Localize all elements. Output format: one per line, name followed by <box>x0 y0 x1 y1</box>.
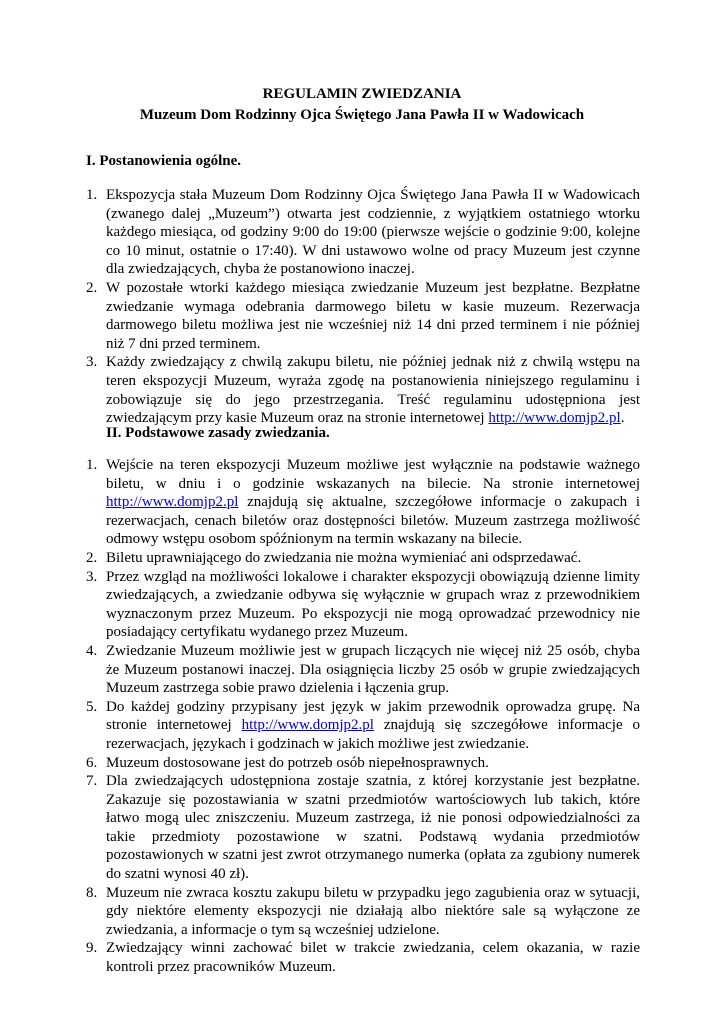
item-number: 1. <box>86 187 98 203</box>
item-text: Zwiedzanie Muzeum możliwie jest w grupach liczących nie więcej niż 25 osób, chyba że Muzeum postanowi inaczej. Dla osiągnięcia liczby 25 osób w grupie zwiedzających Muzeum zastrzega sobie prawo dzielenia i łączenia grup. <box>106 642 640 697</box>
item-number: 3. <box>86 568 98 585</box>
item-text: Dla zwiedzających udostępniona zostaje szatnia, z której korzystanie jest bezpłatne. Zakazuje się pozostawiania w szatni przedmiotów wartościowych lub takich, które łatwo mogą ulec zniszczeniu. Muzeum zastrzega, iż nie ponosi odpowiedzialności za takie przedmioty pozostawione w szatni. Podstawą wydania przedmiotów pozostawionych w szatni jest zwrot otrzymanego numerka (opłata za zgubiony numerek do szatni wynosi 40 zł). <box>106 773 640 883</box>
section-2-heading: II. Podstawowe zasady zwiedzania. <box>106 425 330 441</box>
item-text: Muzeum dostosowane jest do potrzeb osób niepełnosprawnych. <box>106 754 489 771</box>
item-text: Muzeum nie zwraca kosztu zakupu biletu w przypadku jego zagubienia oraz w sytuacji, gdy niektóre elementy ekspozycji nie działają albo niektóre sale są wyłączone ze zwiedzania, a informacje o tym są wcześniej udzielone. <box>106 884 640 938</box>
item-number: 3. <box>86 354 98 371</box>
list-item <box>86 353 640 427</box>
item-text: Wejście na teren ekspozycji Muzeum możliwe jest wyłącznie na podstawie ważnego biletu, w dniu i o godzinie wskazanych na bilecie. Na stronie internetowej <box>106 457 640 492</box>
item-number: 8. <box>86 884 98 901</box>
title-line-1: REGULAMIN ZWIEDZANIA <box>262 86 462 102</box>
item-number: 7. <box>86 773 98 790</box>
item-number: 1. <box>86 457 98 473</box>
title-line-2: Muzeum Dom Rodzinny Ojca Świętego Jana Pawła II w Wadowicach <box>139 107 585 123</box>
list-item <box>86 186 640 279</box>
list-item <box>86 698 641 754</box>
document-title <box>0 84 724 126</box>
item-text: Ekspozycja stała Muzeum Dom Rodzinny Ojca Świętego Jana Pawła II w Wadowicach (zwanego dalej „Muzeum”) otwarta jest codziennie, z wyjątkiem ostatniego wtorku każdego miesiąca, od godziny 9:00 do 19:00 (pierwsze wejście o godzinie 9:00, kolejne co 10 minut, ostatnie o 17:40). W dni ustawowo wolne od pracy Muzeum jest czynne dla zwiedzających, chyba że postanowiono inaczej. <box>106 187 640 278</box>
item-text: W pozostałe wtorki każdego miesiąca zwiedzanie Muzeum jest bezpłatne. Bezpłatne zwiedzanie wymaga odebrania darmowego biletu w kasie muzeum. Rezerwacja darmowego biletu możliwa jest nie wcześniej niż 14 dni przed terminem i nie później niż 7 dni przed terminem. <box>106 279 640 352</box>
website-link[interactable]: http://www.domjp2.pl <box>106 494 239 511</box>
item-text: Biletu uprawniającego do zwiedzania nie można wymieniać ani odsprzedawać. <box>106 549 582 566</box>
list-item <box>86 754 640 773</box>
item-number: 9. <box>86 940 98 957</box>
list-item <box>86 568 640 642</box>
item-number: 6. <box>86 754 98 771</box>
item-text: Zwiedzający winni zachować bilet w trakcie zwiedzania, celem okazania, w razie kontroli przez pracowników Muzeum. <box>106 940 640 976</box>
list-item <box>86 549 640 568</box>
item-number: 4. <box>86 642 98 659</box>
list-item <box>86 772 640 884</box>
section-2-list <box>86 456 641 977</box>
section-1-heading: I. Postanowienia ogólne. <box>86 153 242 169</box>
item-number: 2. <box>86 279 98 296</box>
item-number: 5. <box>86 698 98 715</box>
list-item <box>86 884 640 940</box>
item-text: Do każdej godziny przypisany jest język w jakim przewodnik oprowadza grupę. Na stronie internetowej <box>106 698 640 734</box>
list-item <box>86 642 640 698</box>
list-item <box>86 279 640 353</box>
item-number: 2. <box>86 549 98 566</box>
list-item <box>86 939 640 976</box>
section-1-list <box>86 186 640 428</box>
item-text-cont: znajdują się szczegółowe informacje o rezerwacjach, językach i godzinach w jakich możliwe jest zwiedzanie. <box>106 717 641 752</box>
item-text-end: . <box>620 410 625 427</box>
item-text: Przez wzgląd na możliwości lokalowe i charakter ekspozycji obowiązują dzienne limity zwiedzających, a zwiedzanie odbywa się wyłącznie w grupach wraz z przewodnikiem wyznaczonym przez Muzeum. Po ekspozycji nie mogą oprowadzać przewodnicy nie posiadający certyfikatu wydanego przez Muzeum. <box>106 568 640 641</box>
website-link[interactable]: http://www.domjp2.pl <box>241 717 374 734</box>
website-link[interactable]: http://www.domjp2.pl <box>488 410 621 427</box>
item-text-cont: znajdują się aktualne, szczegółowe informacje o zakupach i rezerwacjach, cenach biletów oraz dostępności biletów. Muzeum zastrzega możliwość odmowy wstępu osobom spóźnionym na termin wskazany na bilecie. <box>106 494 640 548</box>
item-text: Każdy zwiedzający z chwilą zakupu biletu, nie później jednak niż z chwilą wstępu na teren ekspozycji Muzeum, wyraża zgodę na postanowienia niniejszego regulaminu i zobowiązuje się do jego przestrzegania. Treść regulaminu udostępniona jest zwiedzającym przy kasie Muzeum oraz na stronie internetowej <box>106 354 640 427</box>
list-item <box>86 456 640 549</box>
